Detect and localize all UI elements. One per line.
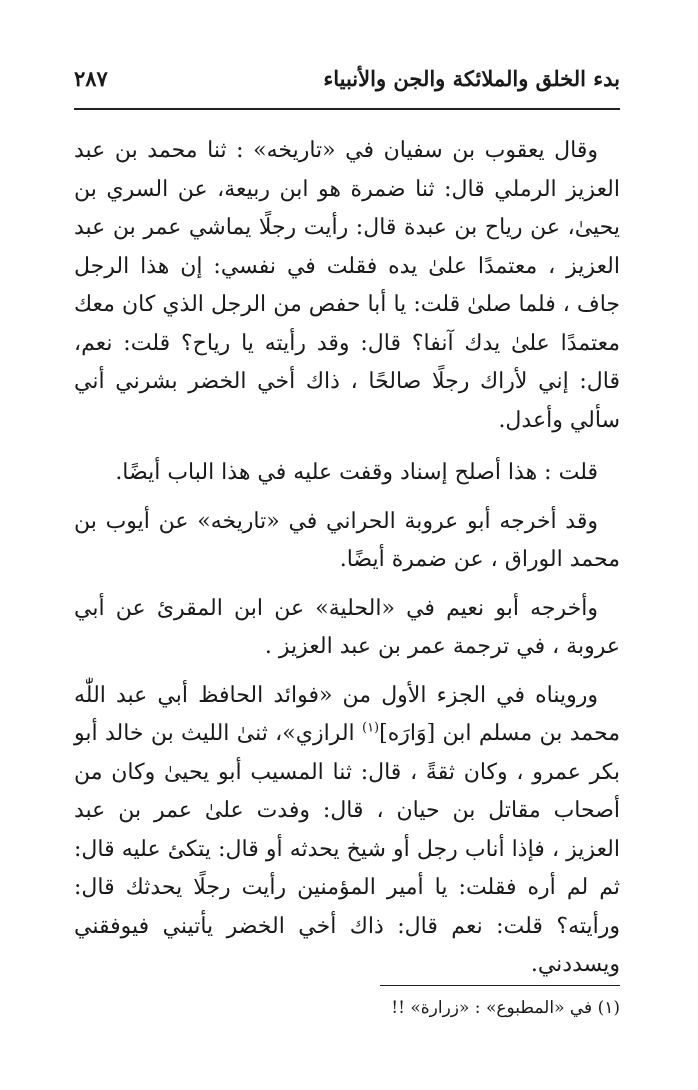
page-number: ٢٨٧ xyxy=(74,65,108,91)
paragraph-abu-nuaym: وأخرجه أبو نعيم في «الحلية» عن ابن المقرئ عن أبي عروبة ، في ترجمة عمر بن عبد العزيز . xyxy=(74,595,620,659)
paragraph-author-comment: قلت : هذا أصلح إسناد وقفت عليه في هذا الباب أيضًا. xyxy=(115,460,598,485)
running-header xyxy=(74,58,620,98)
paragraph-yaqub-report: وقال يعقوب بن سفيان في «تاريخه» : ثنا محمد بن عبد العزيز الرملي قال: ثنا ضمرة هو ابن ربيعة، عن السري بن يحيىٰ، عن رياح بن عبدة قال: رأيت رجلًا يماشي عمر بن عبد العزيز ، معتمدًا علىٰ يده فقلت في نفسي: إن هذا الرجل جاف ، فلما صلىٰ قلت: يا أبا حفص من الرجل الذي كان معك معتمدًا علىٰ يدك آنفا؟ قال: وقد رأيته يا رياح؟ قلت: نعم، قال: إني لأراك رجلًا صالحًا ، ذاك أخي الخضر بشرني أني سألي وأعدل. xyxy=(74,138,620,433)
paragraph-fawaid-report xyxy=(74,677,620,985)
paragraph-fawaid-text-after: الرازي»، ثنیٰ الليث بن خالد أبو بكر عمرو ، وكان ثقةً ، قال: ثنا المسيب أبو يحيىٰ وكان من أصحاب مقاتل بن حيان ، قال: وفدت علىٰ عمر بن عبد العزيز ، فإذا أناب رجل أو شيخ يحدثه أو قال: يتكئ عليه قال: ثم لم أره فقلت: يا أمير المؤمنين رأيت رجلًا يحدثك قال: ورأيته؟ قلت: نعم قال: ذاك أخي الخضر يأتيني فيوفقني ويسددني. xyxy=(74,721,620,977)
footnote: (١) في «المطبوع» : «زرارة» !! xyxy=(391,998,620,1018)
header-rule xyxy=(74,108,620,110)
main-text xyxy=(74,132,620,999)
footnote-marker: (١) xyxy=(361,720,380,736)
footnote-rule xyxy=(380,985,620,986)
paragraph-fawaid-text-before: ورويناه في الجزء الأول من «فوائد الحافظ أبي عبد اللّٰه محمد بن مسلم ابن [وَارَه] xyxy=(74,682,620,746)
paragraph-abu-aruba: وقد أخرجه أبو عروبة الحراني في «تاريخه» عن أيوب بن محمد الوراق ، عن ضمرة أيضًا. xyxy=(74,508,620,572)
running-title: بدء الخلق والملائكة والجن والأنبياء xyxy=(323,65,620,91)
